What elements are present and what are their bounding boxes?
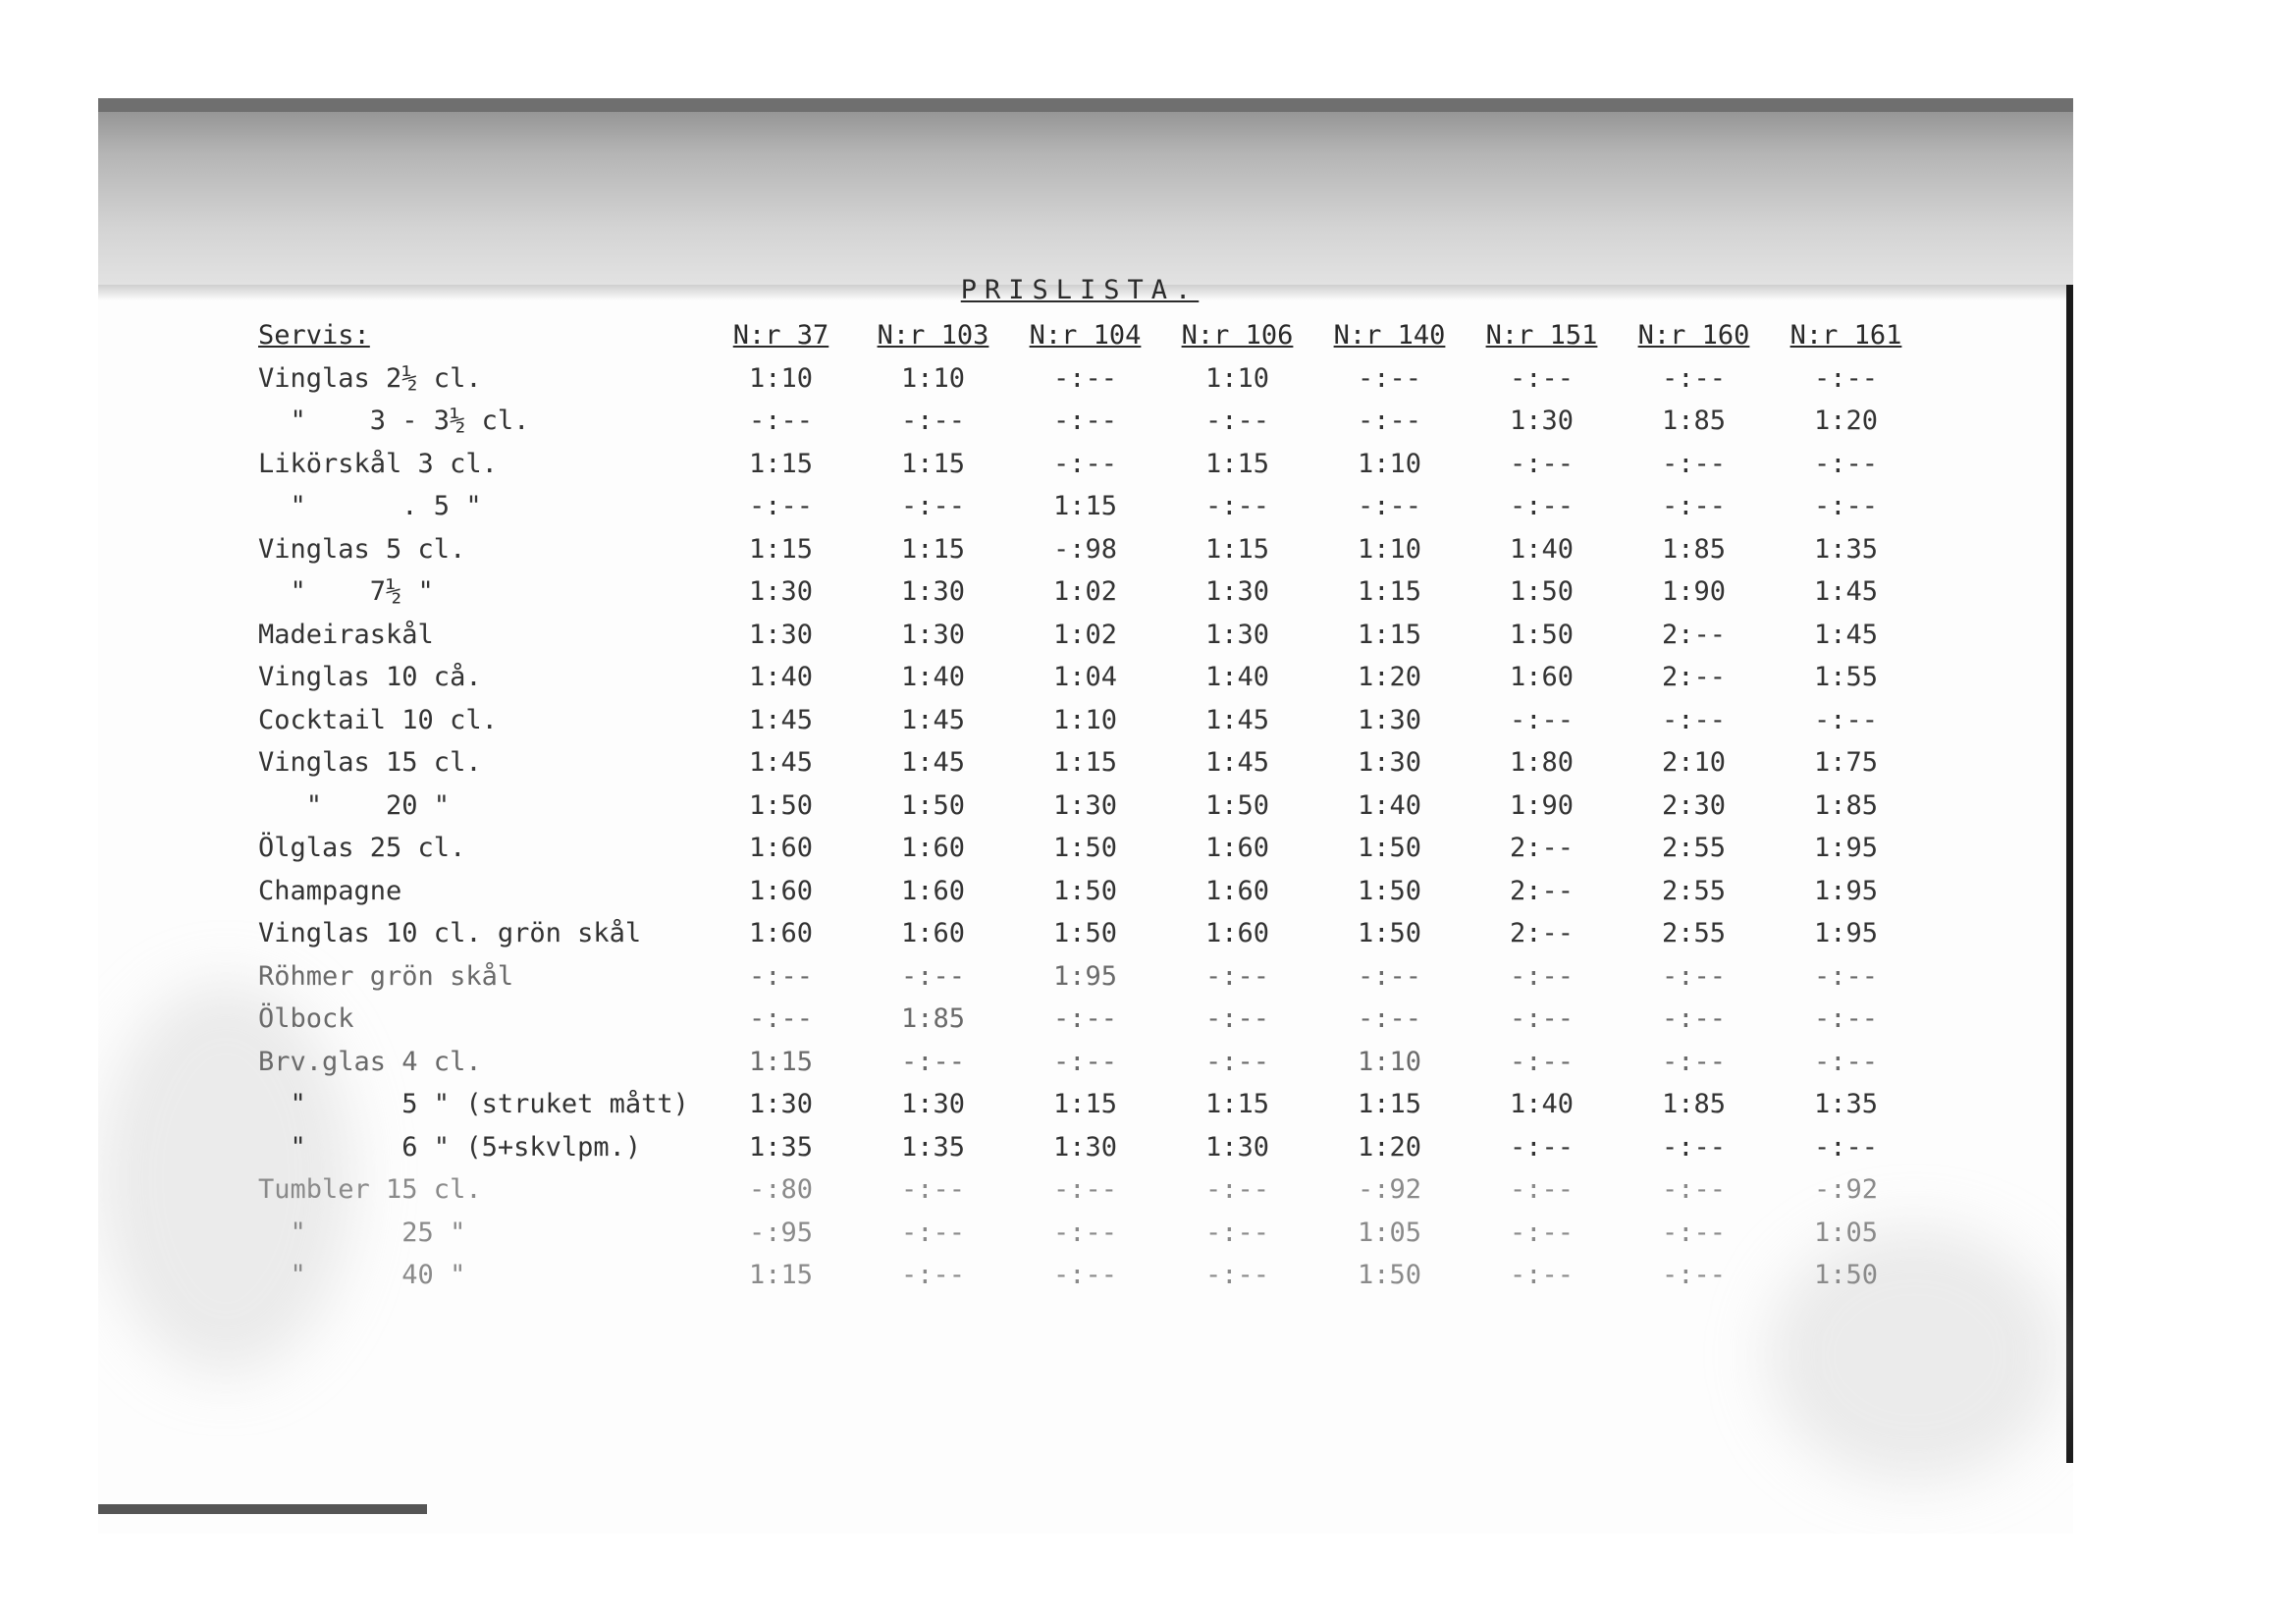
price-table [258,314,1922,1297]
price-cell: 1:15 [1204,533,1270,565]
item-name-cell: Vinglas 2½ cl. [258,362,482,394]
item-name-cell: Ölbock [258,1003,354,1035]
table-header-row [258,314,1922,357]
price-cell: 1:40 [1204,662,1270,693]
price-cell: -:92 [1813,1174,1879,1206]
price-cell: 1:60 [1509,662,1575,693]
item-name-cell: Champagne [258,875,402,906]
item-name-cell: Vinglas 5 cl. [258,533,466,565]
price-cell: -:-- [1357,491,1422,522]
price-cell: 1:95 [1052,960,1118,992]
price-cell: 1:50 [1052,918,1118,949]
price-cell: -:-- [1661,491,1727,522]
table-row [258,400,1922,443]
price-cell: -:-- [1509,1131,1575,1163]
price-cell: -:-- [1813,362,1879,394]
price-cell: 1:60 [748,833,814,864]
document-title: PRISLISTA. [960,275,1200,305]
price-cell: 2:-- [1661,662,1727,693]
price-cell: -:-- [1661,362,1727,394]
price-cell: 1:85 [1661,406,1727,437]
item-name-cell: Cocktail 10 cl. [258,704,498,735]
price-cell: -:-- [1357,1003,1422,1035]
price-cell: -:-- [900,1217,966,1248]
price-cell: -:-- [1052,1046,1118,1077]
price-cell: 1:15 [1204,1089,1270,1120]
price-cell: -:92 [1357,1174,1422,1206]
price-cell: 2:55 [1661,833,1727,864]
item-name-cell: " 40 " [258,1260,466,1291]
price-cell: -:-- [1509,491,1575,522]
price-cell: 1:20 [1357,662,1422,693]
item-name-cell: " 5 " (struket mått) [258,1089,689,1120]
price-cell: 1:45 [1813,576,1879,608]
price-cell: 2:55 [1661,918,1727,949]
price-cell: -:98 [1052,533,1118,565]
price-cell: 1:15 [748,1046,814,1077]
price-cell: 1:30 [1204,619,1270,650]
price-cell: -:-- [900,406,966,437]
price-cell: 2:-- [1509,875,1575,906]
price-cell: -:-- [900,1174,966,1206]
column-header: N:r 151 [1485,320,1598,352]
price-cell: -:-- [748,1003,814,1035]
table-row [258,614,1922,657]
price-cell: -:-- [1813,1131,1879,1163]
item-name-cell: Vinglas 15 cl. [258,747,482,779]
price-cell: -:-- [1661,448,1727,479]
price-cell: 1:45 [900,704,966,735]
price-cell: 1:50 [1357,918,1422,949]
item-name-cell: Vinglas 10 cl. grön skål [258,918,642,949]
price-cell: 2:10 [1661,747,1727,779]
price-cell: -:-- [1813,704,1879,735]
price-cell: 1:60 [1204,833,1270,864]
price-cell: -:-- [748,406,814,437]
price-cell: -:-- [1204,406,1270,437]
price-cell: 1:40 [1509,1089,1575,1120]
price-cell: 1:45 [900,747,966,779]
price-cell: -:-- [1813,491,1879,522]
item-name-cell: Ölglas 25 cl. [258,833,466,864]
column-header: N:r 104 [1029,320,1142,352]
price-cell: 1:90 [1661,576,1727,608]
table-row [258,357,1922,401]
price-cell: 1:15 [748,448,814,479]
price-cell: -:95 [748,1217,814,1248]
price-cell: 1:15 [900,533,966,565]
item-name-cell: Madeiraskål [258,619,434,650]
price-cell: 1:15 [1052,747,1118,779]
price-cell: -:-- [1052,362,1118,394]
price-cell: 1:15 [1357,576,1422,608]
column-header: N:r 140 [1333,320,1446,352]
price-cell: 1:05 [1813,1217,1879,1248]
price-cell: 1:02 [1052,619,1118,650]
price-cell: -:-- [1204,491,1270,522]
price-cell: 1:50 [900,789,966,821]
price-cell: 1:40 [900,662,966,693]
price-cell: 1:30 [1204,576,1270,608]
price-cell: 1:15 [1052,1089,1118,1120]
table-row [258,1126,1922,1169]
price-cell: 1:30 [900,576,966,608]
table-row [258,1254,1922,1297]
scan-right-edge [2066,285,2073,1463]
price-cell: -:-- [1509,1003,1575,1035]
price-cell: 1:95 [1813,833,1879,864]
price-cell: -:-- [1204,960,1270,992]
price-cell: 1:55 [1813,662,1879,693]
price-cell: 1:50 [1204,789,1270,821]
item-name-cell: " 3 - 3½ cl. [258,406,530,437]
price-cell: 1:45 [748,747,814,779]
table-row [258,955,1922,999]
price-cell: 2:30 [1661,789,1727,821]
price-cell: 1:35 [900,1131,966,1163]
price-cell: 1:50 [1509,619,1575,650]
price-cell: -:-- [1052,1260,1118,1291]
item-name-cell: Likörskål 3 cl. [258,448,498,479]
price-cell: -:-- [900,960,966,992]
price-cell: 1:45 [1204,704,1270,735]
price-cell: 1:85 [900,1003,966,1035]
price-cell: 1:50 [1357,833,1422,864]
scanned-price-list-page [98,98,2073,1534]
price-cell: 1:30 [1052,789,1118,821]
item-name-cell: Röhmer grön skål [258,960,514,992]
item-name-cell: Vinglas 10 cå. [258,662,482,693]
table-row [258,998,1922,1041]
price-cell: -:-- [1813,1003,1879,1035]
price-cell: 1:35 [748,1131,814,1163]
price-cell: 1:85 [1661,1089,1727,1120]
price-cell: 1:95 [1813,918,1879,949]
price-cell: 1:40 [1357,789,1422,821]
price-cell: 1:15 [748,1260,814,1291]
price-cell: 1:50 [1357,1260,1422,1291]
price-cell: 1:15 [1357,1089,1422,1120]
price-cell: 1:50 [1357,875,1422,906]
price-cell: 1:95 [1813,875,1879,906]
table-row [258,785,1922,828]
price-table-body [258,357,1922,1297]
item-name-cell: " 6 " (5+skvlpm.) [258,1131,642,1163]
price-cell: -:-- [1204,1174,1270,1206]
price-cell: 1:10 [1357,533,1422,565]
price-cell: -:-- [900,1260,966,1291]
price-cell: 1:30 [1357,704,1422,735]
price-cell: 1:30 [1357,747,1422,779]
price-cell: 1:45 [1204,747,1270,779]
scan-top-edge [98,98,2073,112]
price-cell: 1:15 [1357,619,1422,650]
price-cell: -:-- [1357,406,1422,437]
table-row [258,912,1922,955]
table-row [258,1168,1922,1212]
price-cell: -:-- [748,960,814,992]
column-header: N:r 161 [1789,320,1902,352]
price-cell: 2:-- [1509,918,1575,949]
price-cell: 1:30 [900,1089,966,1120]
price-cell: 2:55 [1661,875,1727,906]
price-cell: 1:02 [1052,576,1118,608]
table-row [258,1083,1922,1126]
price-cell: 1:15 [748,533,814,565]
price-cell: 1:30 [748,1089,814,1120]
price-cell: 1:30 [900,619,966,650]
price-cell: 1:90 [1509,789,1575,821]
price-cell: -:-- [1661,1174,1727,1206]
price-cell: -:-- [1357,960,1422,992]
price-cell: 1:50 [1509,576,1575,608]
price-cell: -:-- [1509,1046,1575,1077]
price-cell: -:-- [1204,1046,1270,1077]
price-cell: -:-- [1509,960,1575,992]
price-cell: 1:45 [1813,619,1879,650]
table-row [258,741,1922,785]
price-cell: -:-- [1509,362,1575,394]
price-cell: -:-- [1661,1131,1727,1163]
price-cell: 1:15 [900,448,966,479]
price-cell: -:-- [1661,960,1727,992]
price-cell: 1:60 [900,875,966,906]
price-cell: -:-- [1661,1217,1727,1248]
price-cell: 1:75 [1813,747,1879,779]
table-row [258,1212,1922,1255]
price-cell: 1:60 [1204,875,1270,906]
price-cell: -:-- [1204,1003,1270,1035]
price-cell: -:-- [1052,1217,1118,1248]
price-cell: 1:60 [1204,918,1270,949]
price-cell: -:-- [1204,1217,1270,1248]
price-cell: -:-- [1813,448,1879,479]
price-cell: -:-- [1052,448,1118,479]
item-name-cell: " 25 " [258,1217,466,1248]
table-row [258,443,1922,486]
price-cell: -:-- [748,491,814,522]
price-cell: 1:50 [1052,875,1118,906]
table-row [258,528,1922,571]
column-header: N:r 106 [1181,320,1294,352]
price-cell: -:-- [1052,1174,1118,1206]
price-cell: -:-- [1661,1260,1727,1291]
item-name-cell: " . 5 " [258,491,482,522]
price-cell: 1:85 [1661,533,1727,565]
table-row [258,870,1922,913]
price-cell: -:-- [1052,406,1118,437]
price-cell: -:-- [1204,1260,1270,1291]
price-cell: 1:45 [748,704,814,735]
price-cell: -:-- [1661,704,1727,735]
price-cell: -:-- [1661,1046,1727,1077]
price-cell: 1:10 [1204,362,1270,394]
price-cell: 1:10 [1357,448,1422,479]
price-cell: 1:20 [1813,406,1879,437]
price-cell: 1:85 [1813,789,1879,821]
item-name-cell: Tumbler 15 cl. [258,1174,482,1206]
table-row [258,656,1922,699]
table-row [258,699,1922,742]
price-cell: 1:30 [1052,1131,1118,1163]
price-cell: 1:15 [1204,448,1270,479]
column-header: N:r 37 [732,320,829,352]
table-row [258,827,1922,870]
price-cell: 1:40 [1509,533,1575,565]
price-cell: -:-- [1661,1003,1727,1035]
price-cell: 1:60 [748,875,814,906]
item-name-cell: Brv.glas 4 cl. [258,1046,482,1077]
price-cell: 1:20 [1357,1131,1422,1163]
price-cell: -:-- [900,1046,966,1077]
price-cell: 1:50 [1052,833,1118,864]
price-cell: -:-- [1509,704,1575,735]
price-cell: -:-- [1357,362,1422,394]
scan-shadow-band [98,98,2073,285]
price-cell: 1:50 [1813,1260,1879,1291]
price-cell: -:-- [1509,1174,1575,1206]
price-cell: 2:-- [1661,619,1727,650]
price-cell: 1:04 [1052,662,1118,693]
price-cell: 1:35 [1813,1089,1879,1120]
price-cell: 1:40 [748,662,814,693]
price-cell: 1:10 [900,362,966,394]
price-cell: 1:30 [1509,406,1575,437]
column-header: N:r 103 [877,320,989,352]
price-cell: -:-- [900,491,966,522]
price-cell: 1:05 [1357,1217,1422,1248]
item-name-cell: " 7½ " [258,576,434,608]
price-cell: -:-- [1052,1003,1118,1035]
price-cell: -:-- [1509,1217,1575,1248]
price-cell: 1:35 [1813,533,1879,565]
price-cell: -:-- [1509,1260,1575,1291]
table-row [258,485,1922,528]
price-cell: 2:-- [1509,833,1575,864]
price-cell: -:-- [1509,448,1575,479]
price-cell: -:-- [1813,1046,1879,1077]
price-cell: 1:30 [1204,1131,1270,1163]
price-cell: -:-- [1813,960,1879,992]
price-cell: 1:10 [748,362,814,394]
column-header: N:r 160 [1637,320,1750,352]
item-name-cell: " 20 " [258,789,451,821]
price-cell: 1:60 [748,918,814,949]
price-cell: 1:30 [748,576,814,608]
price-cell: 1:15 [1052,491,1118,522]
price-cell: 1:10 [1357,1046,1422,1077]
scan-bottom-edge [98,1504,427,1514]
price-cell: 1:60 [900,918,966,949]
table-row [258,570,1922,614]
price-cell: -:80 [748,1174,814,1206]
price-cell: 1:30 [748,619,814,650]
table-row [258,1041,1922,1084]
price-cell: 1:60 [900,833,966,864]
price-cell: 1:10 [1052,704,1118,735]
column-header: Servis: [258,320,370,352]
price-cell: 1:50 [748,789,814,821]
price-cell: 1:80 [1509,747,1575,779]
